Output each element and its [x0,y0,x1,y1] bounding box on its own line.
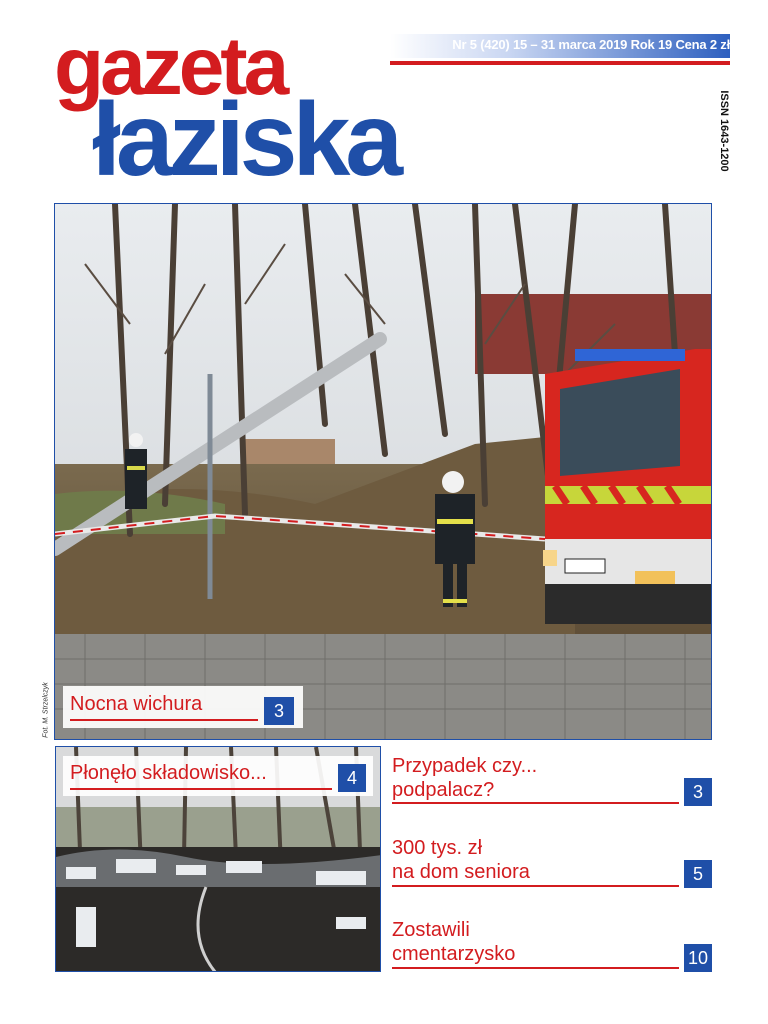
fire-story-title[interactable]: Płonęło składowisko... [70,762,267,784]
story-arson[interactable] [392,754,712,802]
photo-credit: Fot. M. Strzelczyk [42,682,50,738]
logo-laziska: łaziska [92,82,399,198]
story-senior-home-line2: na dom seniora [392,861,530,883]
fire-story-page: 4 [338,764,366,792]
story-cemetery-page: 10 [684,944,712,972]
story-cemetery-line2: cmentarzysko [392,943,516,965]
fire-story-underline [70,788,332,790]
story-cemetery-rule [392,967,679,969]
lead-story-page: 3 [264,697,294,725]
story-senior-home[interactable] [392,836,712,884]
lead-story-title[interactable]: Nocna wichura [70,693,203,715]
issn-label: ISSN 1643-1200 [718,90,730,172]
story-senior-home-page: 5 [684,860,712,888]
logo-gazeta: gazeta [54,21,286,112]
story-arson-rule [392,802,679,804]
issue-info: Nr 5 (420) 15 – 31 marca 2019 Rok 19 Cena 2 zł [452,37,730,52]
story-arson-line2: podpalacz? [392,779,495,801]
issue-info-bar [390,34,730,58]
story-cemetery[interactable] [392,918,712,966]
main-photo-storm [54,203,712,740]
lead-story-underline [70,719,258,721]
story-senior-home-rule [392,885,679,887]
masthead-rule [390,61,730,65]
story-senior-home-line1: 300 tys. zł [392,837,483,859]
story-cemetery-line1: Zostawili [392,919,470,941]
story-arson-page: 3 [684,778,712,806]
story-arson-line1: Przypadek czy... [392,755,538,777]
